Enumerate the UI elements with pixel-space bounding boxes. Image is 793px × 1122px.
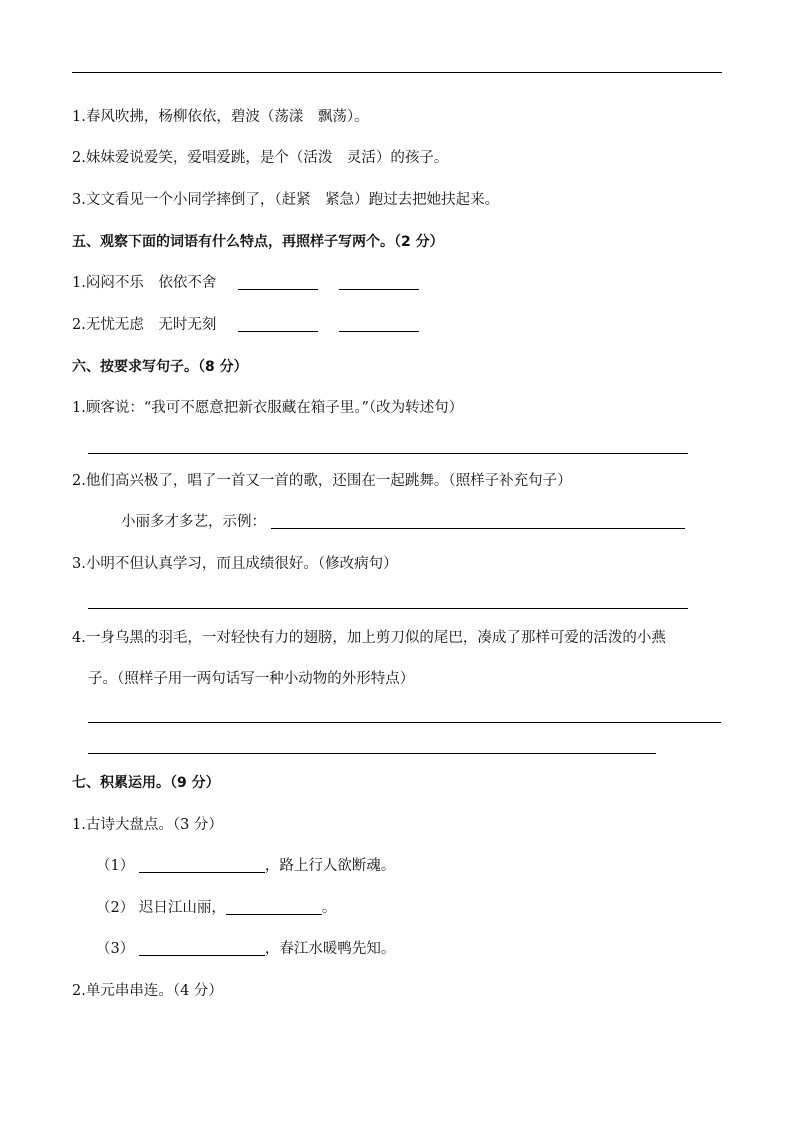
answer-line[interactable] <box>88 608 688 609</box>
section-6-title: 六、按要求写句子。（8 分） <box>72 359 248 375</box>
answer-blank[interactable] <box>238 315 318 332</box>
section-5-title: 五、观察下面的词语有什么特点，再照样子写两个。（2 分） <box>72 234 444 250</box>
item-number: （3） <box>96 941 135 957</box>
sentence-q1: 1.顾客说：“我可不愿意把新衣服藏在箱子里。”（改为转述句） <box>72 400 464 416</box>
sentence-q4-line2: 子。（照样子用一两句话写一种小动物的外形特点） <box>88 671 415 687</box>
poem-line-3 <box>96 939 395 959</box>
example-label: 小丽多才多艺，示例： <box>121 514 266 530</box>
answer-blank[interactable] <box>271 512 685 529</box>
answer-line[interactable] <box>88 722 721 723</box>
word-pattern-text: 2.无忧无虑 无时无刻 <box>72 317 217 333</box>
item-number: （1） <box>96 858 135 874</box>
answer-blank[interactable] <box>139 856 265 873</box>
poem-question: 1.古诗大盘点。（3 分） <box>72 817 223 833</box>
choice-item-3: 3.文文看见一个小同学摔倒了，（赶紧 紧急）跑过去把她扶起来。 <box>72 192 500 208</box>
header-rule <box>72 72 722 73</box>
word-pattern-text: 1.闷闷不乐 依依不舍 <box>72 275 217 291</box>
sentence-q2: 2.他们高兴极了，唱了一首又一首的歌，还围在一起跳舞。（照样子补充句子） <box>72 473 572 489</box>
answer-blank[interactable] <box>339 273 419 290</box>
choice-item-2: 2.妹妹爱说爱笑，爱唱爱跳，是个（活泼 灵活）的孩子。 <box>72 150 449 166</box>
answer-line[interactable] <box>88 753 656 754</box>
poem-line-1 <box>96 856 395 876</box>
section-7-title: 七、积累运用。（9 分） <box>72 775 220 791</box>
word-pattern-item-1 <box>72 273 419 293</box>
sentence-q2-example <box>121 512 685 532</box>
answer-line[interactable] <box>88 453 688 454</box>
poem-line-2 <box>96 898 336 918</box>
answer-blank[interactable] <box>238 273 318 290</box>
answer-blank[interactable] <box>339 315 419 332</box>
answer-blank[interactable] <box>226 898 322 915</box>
poem-text: ，路上行人欲断魂。 <box>264 858 396 874</box>
sentence-q4-line1: 4.一身乌黑的羽毛，一对轻快有力的翅膀，加上剪刀似的尾巴，凑成了那样可爱的活泼的小燕 <box>72 630 666 646</box>
choice-item-1: 1.春风吹拂，杨柳依依，碧波（荡漾 飘荡）。 <box>72 109 369 125</box>
word-pattern-item-2 <box>72 315 419 335</box>
unit-question: 2.单元串串连。（4 分） <box>72 983 223 999</box>
answer-blank[interactable] <box>139 939 265 956</box>
item-number: （2） <box>96 900 135 916</box>
poem-end: 。 <box>321 900 337 916</box>
poem-text: 迟日江山丽， <box>138 900 226 916</box>
poem-text: ，春江水暖鸭先知。 <box>264 941 396 957</box>
sentence-q3: 3.小明不但认真学习，而且成绩很好。（修改病句） <box>72 556 398 572</box>
